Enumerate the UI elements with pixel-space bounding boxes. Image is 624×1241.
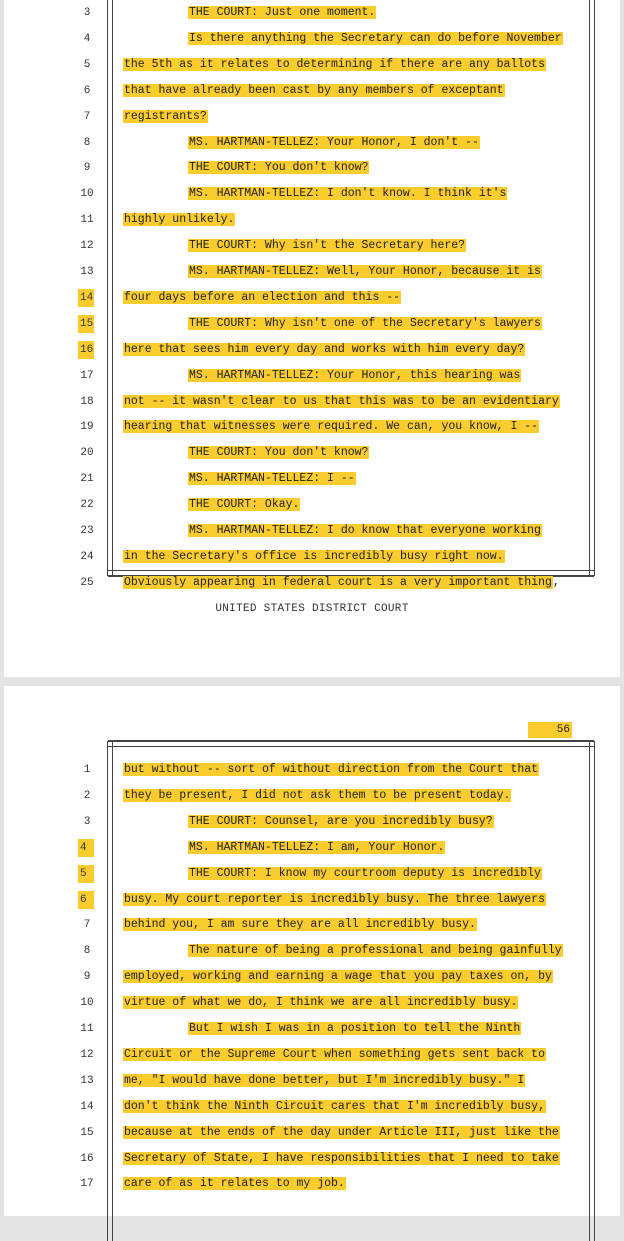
line-text xyxy=(188,315,542,333)
transcript-line xyxy=(4,444,624,462)
line-text xyxy=(188,159,369,177)
transcript-line xyxy=(4,134,624,152)
line-text xyxy=(188,134,480,152)
line-text xyxy=(123,968,553,986)
line-text xyxy=(123,1098,546,1116)
line-text xyxy=(123,82,505,100)
line-number: 7 xyxy=(83,110,91,123)
highlighted-text: care of as it relates to my job. xyxy=(124,1177,345,1191)
highlighted-text: Circuit or the Supreme Court when something gets sent back to xyxy=(124,1047,545,1061)
line-number: 3 xyxy=(83,815,91,828)
line-text xyxy=(123,994,518,1012)
line-number: 23 xyxy=(80,525,94,537)
transcript-line xyxy=(4,496,624,514)
line-text xyxy=(188,942,563,960)
line-number: 21 xyxy=(80,473,94,486)
transcript-line xyxy=(4,1072,624,1090)
line-text xyxy=(123,418,539,436)
line-number: 25 xyxy=(80,576,94,589)
transcript-line xyxy=(4,315,624,333)
transcript-line xyxy=(4,865,624,883)
page-number: 56 xyxy=(528,722,572,738)
transcript-line xyxy=(4,289,624,307)
line-text xyxy=(123,1046,546,1064)
line-number: 16 xyxy=(80,1152,94,1165)
line-number: 11 xyxy=(80,1023,94,1035)
highlighted-text: But I wish I was in a position to tell the Ninth xyxy=(189,1022,521,1035)
line-text xyxy=(123,393,560,411)
line-number: 24 xyxy=(80,550,94,563)
highlighted-text: THE COURT: Why isn't the Secretary here? xyxy=(189,239,466,253)
line-tail: , xyxy=(552,575,560,589)
line-text xyxy=(123,1072,525,1090)
line-number: 12 xyxy=(80,1048,94,1061)
highlighted-text: employed, working and earning a wage that you pay taxes on, by xyxy=(124,970,552,984)
line-number: 16 xyxy=(78,341,94,359)
transcript-line xyxy=(4,108,624,126)
highlighted-text: me, "I would have done better, but I'm incredibly busy." I xyxy=(124,1073,525,1087)
line-number: 6 xyxy=(78,891,94,909)
highlighted-text: registrants? xyxy=(124,109,207,123)
highlighted-text: The nature of being a professional and being gainfully xyxy=(189,944,562,958)
transcript-line xyxy=(4,787,624,805)
highlighted-text: busy. My court reporter is incredibly busy. The three lawyers xyxy=(124,892,545,906)
highlighted-text: MS. HARTMAN-TELLEZ: Your Honor, I don't -- xyxy=(189,135,479,149)
line-text xyxy=(123,1150,560,1168)
line-number: 1 xyxy=(83,764,91,776)
line-number: 2 xyxy=(83,789,91,802)
highlighted-text: that have already been cast by any members of exceptant xyxy=(124,83,504,97)
line-number: 5 xyxy=(78,865,94,883)
line-number: 19 xyxy=(80,421,94,434)
line-text xyxy=(188,237,466,255)
line-number: 4 xyxy=(78,839,94,857)
highlighted-text: Obviously appearing in federal court is a very important thing xyxy=(124,575,552,589)
line-number: 18 xyxy=(80,395,94,408)
line-number: 11 xyxy=(80,214,94,227)
highlighted-text: but without -- sort of without direction from the Court that xyxy=(124,763,539,776)
line-number: 6 xyxy=(83,84,91,97)
line-text xyxy=(188,522,542,540)
highlighted-text: highly unlikely. xyxy=(124,213,235,227)
line-text xyxy=(123,1175,346,1193)
transcript-line xyxy=(4,942,624,960)
line-number: 15 xyxy=(80,1126,94,1139)
line-number: 22 xyxy=(80,499,94,512)
line-number: 17 xyxy=(80,369,94,382)
highlighted-text: don't think the Ninth Circuit cares that I'm incredibly busy, xyxy=(124,1099,545,1113)
transcript-line xyxy=(4,1150,624,1168)
line-text xyxy=(188,367,521,385)
transcript-line xyxy=(4,1124,624,1142)
highlighted-text: THE COURT: You don't know? xyxy=(189,161,369,175)
transcript-line xyxy=(4,1175,624,1193)
line-text xyxy=(188,4,376,22)
highlighted-text: THE COURT: Why isn't one of the Secretary's lawyers xyxy=(189,316,541,330)
highlighted-text: they be present, I did not ask them to be present today. xyxy=(124,788,511,802)
line-number: 13 xyxy=(80,1074,94,1087)
highlighted-text: THE COURT: Counsel, are you incredibly busy? xyxy=(189,814,493,828)
transcript-line xyxy=(4,56,624,74)
transcript-line xyxy=(4,237,624,255)
line-text xyxy=(188,263,542,281)
transcript-line xyxy=(4,916,624,934)
transcript-line xyxy=(4,393,624,411)
line-text xyxy=(123,1124,560,1142)
transcript-line xyxy=(4,367,624,385)
transcript-line xyxy=(4,574,624,592)
transcript-line xyxy=(4,761,624,779)
line-text xyxy=(188,470,356,488)
line-number: 20 xyxy=(80,447,94,460)
line-number: 9 xyxy=(83,162,91,175)
line-text xyxy=(188,813,494,831)
transcript-line xyxy=(4,211,624,229)
transcript-line xyxy=(4,1046,624,1064)
highlighted-text: THE COURT: Okay. xyxy=(189,498,300,512)
line-text xyxy=(123,108,208,126)
transcript-line xyxy=(4,418,624,436)
highlighted-text: MS. HARTMAN-TELLEZ: I do know that everyone working xyxy=(189,524,541,537)
highlighted-text: THE COURT: I know my courtroom deputy is incredibly xyxy=(189,866,541,880)
line-number: 8 xyxy=(83,136,91,149)
highlighted-text: behind you, I am sure they are all incredibly busy. xyxy=(124,918,476,932)
transcript-page-1 xyxy=(4,0,620,677)
transcript-line xyxy=(4,968,624,986)
line-number: 3 xyxy=(83,7,91,19)
line-number: 17 xyxy=(80,1178,94,1191)
line-text xyxy=(188,865,542,883)
line-number: 8 xyxy=(83,945,91,958)
transcript-line xyxy=(4,522,624,540)
transcript-line xyxy=(4,185,624,203)
line-text xyxy=(188,1020,521,1038)
line-text xyxy=(123,211,235,229)
transcript-line xyxy=(4,4,624,22)
transcript-line xyxy=(4,82,624,100)
highlighted-text: MS. HARTMAN-TELLEZ: I don't know. I think it's xyxy=(189,187,507,201)
highlighted-text: THE COURT: You don't know? xyxy=(189,446,369,460)
highlighted-text: in the Secretary's office is incredibly busy right now. xyxy=(124,549,504,563)
line-text xyxy=(188,30,563,48)
highlighted-text: MS. HARTMAN-TELLEZ: I -- xyxy=(189,472,355,486)
highlighted-text: virtue of what we do, I think we are all incredibly busy. xyxy=(124,996,518,1010)
line-number: 5 xyxy=(83,58,91,71)
line-text xyxy=(123,891,546,909)
line-number: 10 xyxy=(80,188,94,201)
highlighted-text: because at the ends of the day under Article III, just like the xyxy=(124,1125,559,1139)
transcript-page-2 xyxy=(4,686,620,1216)
transcript-line xyxy=(4,30,624,48)
line-number: 7 xyxy=(83,919,91,932)
line-text xyxy=(188,185,507,203)
highlighted-text: MS. HARTMAN-TELLEZ: Your Honor, this hearing was xyxy=(189,368,521,382)
transcript-line xyxy=(4,159,624,177)
line-text xyxy=(123,341,525,359)
line-text xyxy=(188,444,369,462)
transcript-line xyxy=(4,341,624,359)
transcript-line xyxy=(4,1020,624,1038)
highlighted-text: MS. HARTMAN-TELLEZ: Well, Your Honor, because it is xyxy=(189,265,541,278)
page-footer: UNITED STATES DISTRICT COURT xyxy=(215,603,409,615)
transcript-line xyxy=(4,891,624,909)
line-text xyxy=(123,787,511,805)
line-text xyxy=(188,496,300,514)
transcript-line xyxy=(4,1098,624,1116)
line-number: 9 xyxy=(83,971,91,984)
line-text xyxy=(123,56,546,74)
line-number: 4 xyxy=(83,32,91,45)
line-number: 13 xyxy=(80,266,94,278)
line-text xyxy=(188,839,445,857)
transcript-line xyxy=(4,813,624,831)
line-number: 14 xyxy=(78,289,94,307)
highlighted-text: THE COURT: Just one moment. xyxy=(189,6,376,19)
highlighted-text: hearing that witnesses were required. We can, you know, I -- xyxy=(124,420,539,434)
highlighted-text: not -- it wasn't clear to us that this was to be an evidentiary xyxy=(124,394,559,408)
line-text xyxy=(123,761,539,779)
highlighted-text: four days before an election and this -- xyxy=(124,290,401,304)
line-number: 15 xyxy=(78,315,94,333)
line-text xyxy=(123,289,401,307)
transcript-line xyxy=(4,263,624,281)
highlighted-text: Secretary of State, I have responsibilities that I need to take xyxy=(124,1151,559,1165)
highlighted-text: Is there anything the Secretary can do before November xyxy=(189,31,562,45)
line-text xyxy=(123,548,505,566)
line-number: 12 xyxy=(80,240,94,253)
transcript-line xyxy=(4,839,624,857)
line-text xyxy=(123,574,560,592)
transcript-line xyxy=(4,470,624,488)
highlighted-text: here that sees him every day and works with him every day? xyxy=(124,342,525,356)
line-text xyxy=(123,916,477,934)
line-number: 10 xyxy=(80,997,94,1010)
transcript-line xyxy=(4,994,624,1012)
line-number: 14 xyxy=(80,1100,94,1113)
highlighted-text: the 5th as it relates to determining if there are any ballots xyxy=(124,57,545,71)
highlighted-text: MS. HARTMAN-TELLEZ: I am, Your Honor. xyxy=(189,840,445,854)
transcript-line xyxy=(4,548,624,566)
